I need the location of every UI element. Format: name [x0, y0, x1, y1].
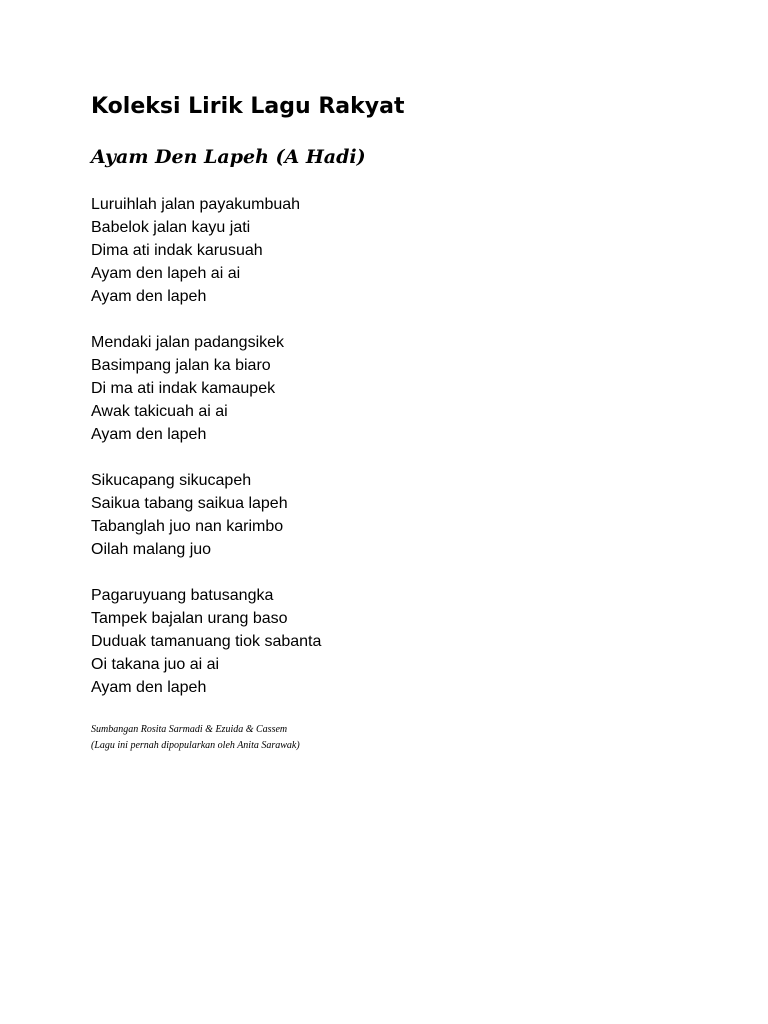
- lyric-line: Oilah malang juo: [91, 541, 212, 558]
- lyric-line: Awak takicuah ai ai: [91, 403, 228, 420]
- lyric-line: Mendaki jalan padangsikek: [91, 334, 285, 351]
- song-title: Ayam Den Lapeh (A Hadi): [91, 146, 366, 168]
- credit-popularized-by: (Lagu ini pernah dipopularkan oleh Anita Sarawak): [91, 740, 300, 751]
- lyric-line: Luruihlah jalan payakumbuah: [91, 196, 301, 213]
- stanza-4: [91, 584, 731, 699]
- lyric-line: Dima ati indak karusuah: [91, 242, 263, 259]
- stanza-2: [91, 331, 731, 446]
- lyric-line: Tabanglah juo nan karimbo: [91, 518, 284, 535]
- credit-contributors: Sumbangan Rosita Sarmadi & Ezuida & Cassem: [91, 724, 288, 735]
- document-page: [91, 92, 731, 754]
- credits: [91, 722, 731, 754]
- lyric-line: Sikucapang sikucapeh: [91, 472, 252, 489]
- lyric-line: Babelok jalan kayu jati: [91, 219, 251, 236]
- lyric-line: Saikua tabang saikua lapeh: [91, 495, 288, 512]
- lyric-line: Ayam den lapeh: [91, 679, 207, 696]
- lyric-line: Ayam den lapeh: [91, 426, 207, 443]
- lyrics: [91, 193, 731, 699]
- lyric-line: Pagaruyuang batusangka: [91, 587, 274, 604]
- lyric-line: Ayam den lapeh: [91, 288, 207, 305]
- lyric-line: Duduak tamanuang tiok sabanta: [91, 633, 322, 650]
- stanza-3: [91, 469, 731, 561]
- document-title: Koleksi Lirik Lagu Rakyat: [91, 94, 405, 119]
- lyric-line: Tampek bajalan urang baso: [91, 610, 288, 627]
- lyric-line: Basimpang jalan ka biaro: [91, 357, 271, 374]
- lyric-line: Di ma ati indak kamaupek: [91, 380, 276, 397]
- lyric-line: Oi takana juo ai ai: [91, 656, 220, 673]
- stanza-1: [91, 193, 731, 308]
- lyric-line: Ayam den lapeh ai ai: [91, 265, 241, 282]
